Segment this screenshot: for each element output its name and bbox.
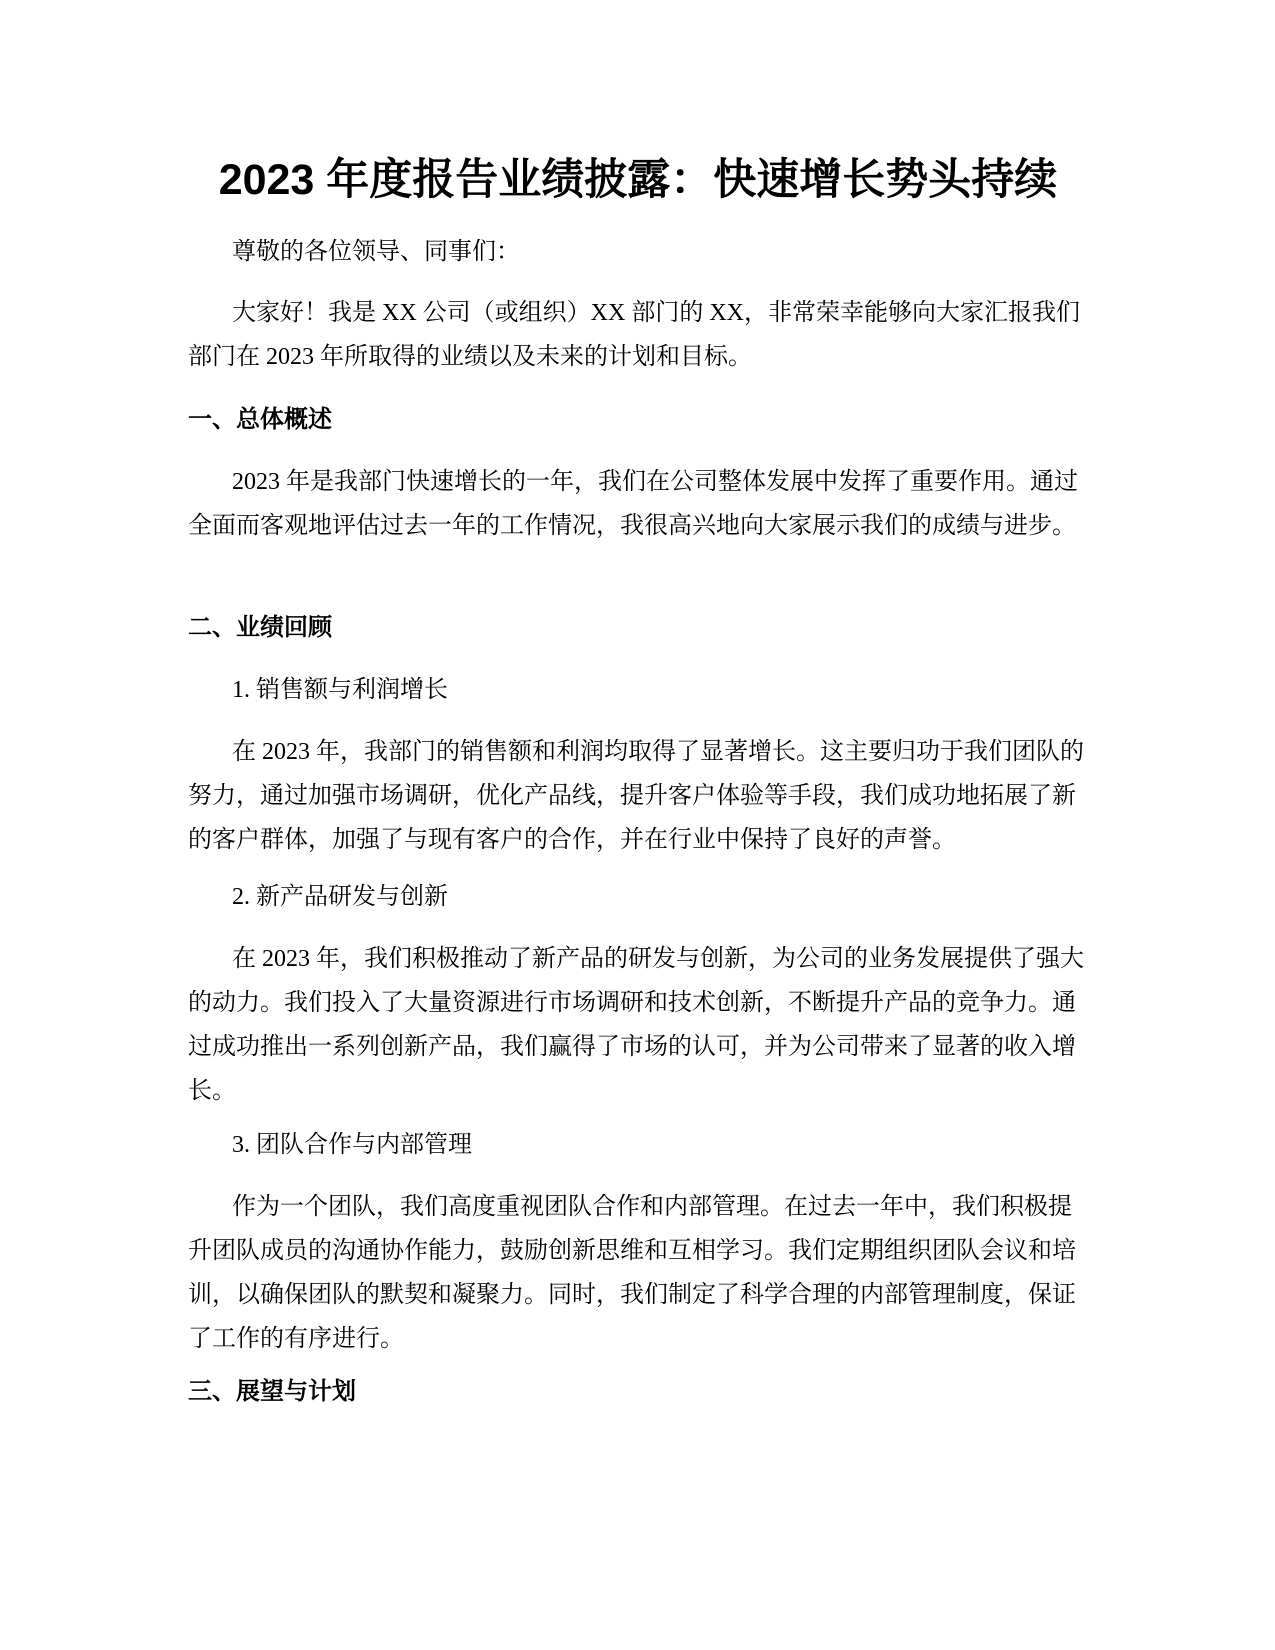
overview-paragraph: 2023 年是我部门快速增长的一年，我们在公司整体发展中发挥了重要作用。通过全面而客观地评估过去一年的工作情况，我很高兴地向大家展示我们的成绩与进步。	[188, 469, 1078, 539]
review-item-text-1: 在 2023 年，我部门的销售额和利润均取得了显著增长。这主要归功于我们团队的努力，通过加强市场调研，优化产品线，提升客户体验等手段，我们成功地拓展了新的客户群体，加强了与现有客户的合作，并在行业中保持了良好的声誉。	[188, 739, 1084, 853]
document-title: 2023 年度报告业绩披露：快速增长势头持续	[218, 156, 1058, 204]
review-item-label-1: 1. 销售额与利润增长	[232, 677, 448, 703]
review-item-text-2: 在 2023 年，我们积极推动了新产品的研发与创新，为公司的业务发展提供了强大的动力。我们投入了大量资源进行市场调研和技术创新，不断提升产品的竞争力。通过成功推出一系列创新产品，我们赢得了市场的认可，并为公司带来了显著的收入增长。	[188, 946, 1084, 1104]
section-heading-review: 二、业绩回顾	[188, 614, 332, 641]
review-item-text-3: 作为一个团队，我们高度重视团队合作和内部管理。在过去一年中，我们积极提升团队成员的沟通协作能力，鼓励创新思维和互相学习。我们定期组织团队会议和培训，以确保团队的默契和凝聚力。同时，我们制定了科学合理的内部管理制度，保证了工作的有序进行。	[188, 1194, 1076, 1352]
intro-paragraph: 大家好！我是 XX 公司（或组织）XX 部门的 XX，非常荣幸能够向大家汇报我们部门在 2023 年所取得的业绩以及未来的计划和目标。	[188, 300, 1080, 370]
section-heading-outlook: 三、展望与计划	[188, 1378, 356, 1405]
review-item-label-3: 3. 团队合作与内部管理	[232, 1132, 472, 1158]
section-heading-overview: 一、总体概述	[188, 406, 332, 433]
review-item-label-2: 2. 新产品研发与创新	[232, 884, 448, 910]
greeting-paragraph: 尊敬的各位领导、同事们：	[232, 239, 520, 265]
